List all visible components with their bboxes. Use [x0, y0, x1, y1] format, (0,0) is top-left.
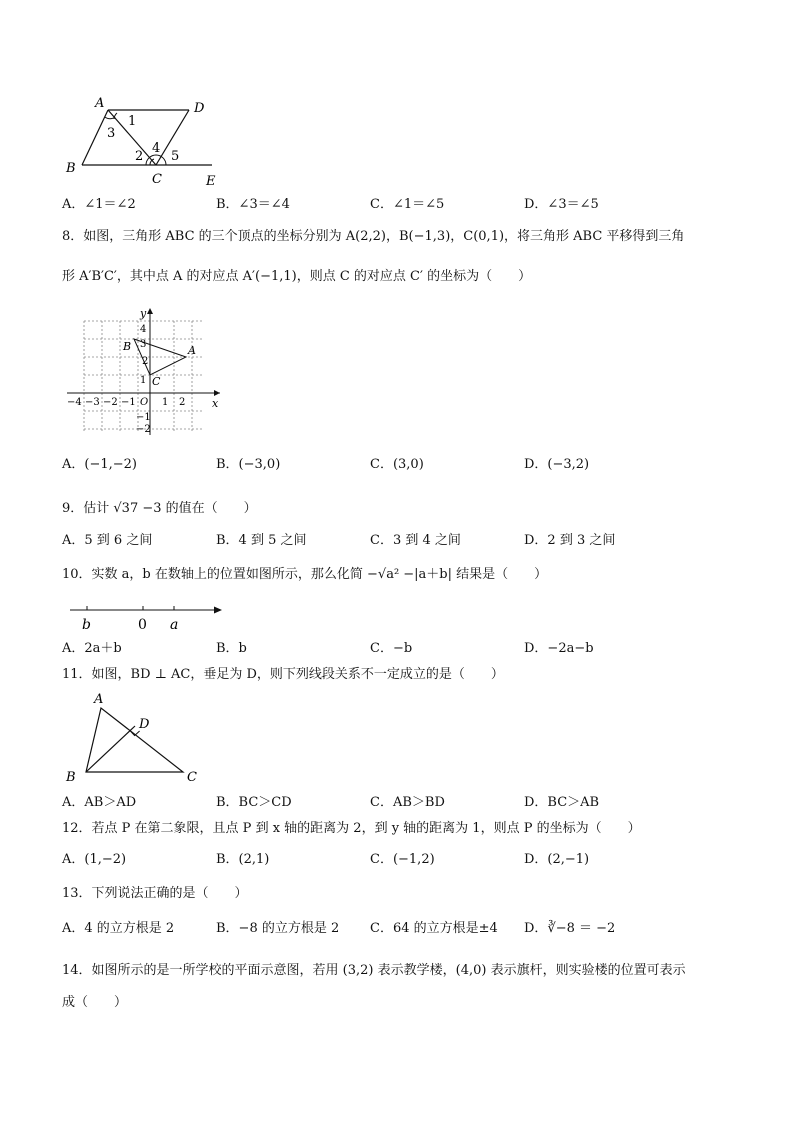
x-tick-1: 1	[162, 397, 169, 408]
zero-label: 0	[138, 617, 147, 633]
q10-option-c[interactable]: C．−b	[370, 641, 413, 656]
point-B-label: B	[123, 340, 132, 353]
q13-option-d[interactable]: D．∛−8 ＝ −2	[524, 921, 616, 936]
q14-stem-line1: 14．如图所示的是一所学校的平面示意图，若用 (3,2) 表示教学楼，(4,0) 表示旗杆，则实验楼的位置可表示	[62, 963, 686, 978]
q8-stem-line1: 8．如图，三角形 ABC 的三个顶点的坐标分别为 A(2,2)，B(−1,3)，C(0,1)，将三角形 ABC 平移得到三角	[62, 229, 685, 244]
q8-option-c[interactable]: C．(3,0)	[370, 457, 424, 472]
angle-1: 1	[128, 114, 137, 129]
x-tick-neg1: −1	[121, 397, 136, 408]
vertex-C-label: C	[187, 770, 197, 785]
x-tick-neg4: −4	[67, 397, 82, 408]
angle-4: 4	[152, 141, 161, 156]
q12-option-c[interactable]: C．(−1,2)	[370, 852, 435, 867]
q12-stem: 12．若点 P 在第二象限，且点 P 到 x 轴的距离为 2，到 y 轴的距离为 1，则点 P 的坐标为（ ）	[62, 821, 641, 836]
q8-option-b[interactable]: B．(−3,0)	[216, 457, 281, 472]
q9-option-c[interactable]: C．3 到 4 之间	[370, 533, 461, 548]
angle-2: 2	[135, 149, 144, 164]
triangle-altitude-figure	[62, 690, 207, 786]
q11-option-d[interactable]: D．BC＞AB	[524, 795, 600, 810]
angle-3: 3	[107, 126, 116, 141]
label-E: E	[206, 174, 216, 188]
q13-option-b[interactable]: B．−8 的立方根是 2	[216, 921, 340, 936]
label-C: C	[152, 172, 162, 187]
vertex-B-label: B	[66, 770, 76, 785]
point-C-label: C	[152, 375, 161, 388]
q8-stem-line2: 形 A′B′C′，其中点 A 的对应点 A′(−1,1)，则点 C 的对应点 C′ 的坐标为（ ）	[62, 269, 532, 284]
q10-option-d[interactable]: D．−2a−b	[524, 641, 594, 656]
vertex-A-label: A	[94, 692, 104, 707]
point-D-label: D	[139, 717, 150, 732]
q7-option-c[interactable]: C．∠1＝∠5	[370, 197, 445, 212]
origin-label: O	[140, 397, 149, 408]
point-A-label: A	[188, 344, 196, 357]
y-tick-neg1: −1	[136, 412, 151, 423]
y-tick-4: 4	[140, 324, 147, 335]
q12-option-d[interactable]: D．(2,−1)	[524, 852, 590, 867]
x-tick-neg2: −2	[103, 397, 118, 408]
q11-option-a[interactable]: A．AB＞AD	[62, 795, 137, 810]
q14-stem-line2: 成（ ）	[62, 995, 128, 1010]
y-tick-neg2: −2	[136, 424, 151, 435]
q10-option-a[interactable]: A．2a＋b	[62, 641, 122, 656]
q13-option-c[interactable]: C．64 的立方根是±4	[370, 921, 498, 936]
label-A: A	[95, 96, 105, 111]
q9-option-b[interactable]: B．4 到 5 之间	[216, 533, 307, 548]
q7-option-d[interactable]: D．∠3＝∠5	[524, 197, 599, 212]
q7-option-b[interactable]: B．∠3＝∠4	[216, 197, 290, 212]
parallelogram-figure	[60, 92, 230, 188]
coordinate-grid-figure	[62, 305, 227, 440]
axis-y-label: y	[140, 307, 147, 320]
q10-stem: 10．实数 a，b 在数轴上的位置如图所示，那么化简 −√a² −|a＋b| 结果是（ ）	[62, 567, 548, 582]
angle-5: 5	[171, 149, 180, 164]
q12-option-b[interactable]: B．(2,1)	[216, 852, 270, 867]
q9-option-d[interactable]: D．2 到 3 之间	[524, 533, 616, 548]
y-tick-1: 1	[140, 375, 147, 386]
x-tick-2: 2	[179, 397, 186, 408]
y-tick-3: 3	[140, 339, 147, 350]
number-line-figure	[62, 598, 227, 634]
q11-stem: 11．如图，BD ⊥ AC，垂足为 D，则下列线段关系不一定成立的是（ ）	[62, 667, 504, 682]
q9-stem: 9．估计 √37 −3 的值在（ ）	[62, 501, 257, 516]
label-D: D	[194, 101, 205, 116]
q8-option-a[interactable]: A．(−1,−2)	[62, 457, 137, 472]
q10-option-b[interactable]: B．b	[216, 641, 247, 656]
x-tick-neg3: −3	[85, 397, 100, 408]
axis-x-label: x	[212, 397, 219, 410]
point-a-label: a	[170, 617, 179, 633]
q13-stem: 13．下列说法正确的是（ ）	[62, 886, 248, 901]
q8-option-d[interactable]: D．(−3,2)	[524, 457, 590, 472]
q11-option-c[interactable]: C．AB＞BD	[370, 795, 445, 810]
q11-option-b[interactable]: B．BC＞CD	[216, 795, 292, 810]
q7-option-a[interactable]: A．∠1＝∠2	[62, 197, 136, 212]
y-tick-2: 2	[142, 356, 149, 367]
q12-option-a[interactable]: A．(1,−2)	[62, 852, 127, 867]
label-B: B	[66, 161, 76, 176]
q13-option-a[interactable]: A．4 的立方根是 2	[62, 921, 175, 936]
point-b-label: b	[82, 617, 91, 633]
q9-option-a[interactable]: A．5 到 6 之间	[62, 533, 153, 548]
